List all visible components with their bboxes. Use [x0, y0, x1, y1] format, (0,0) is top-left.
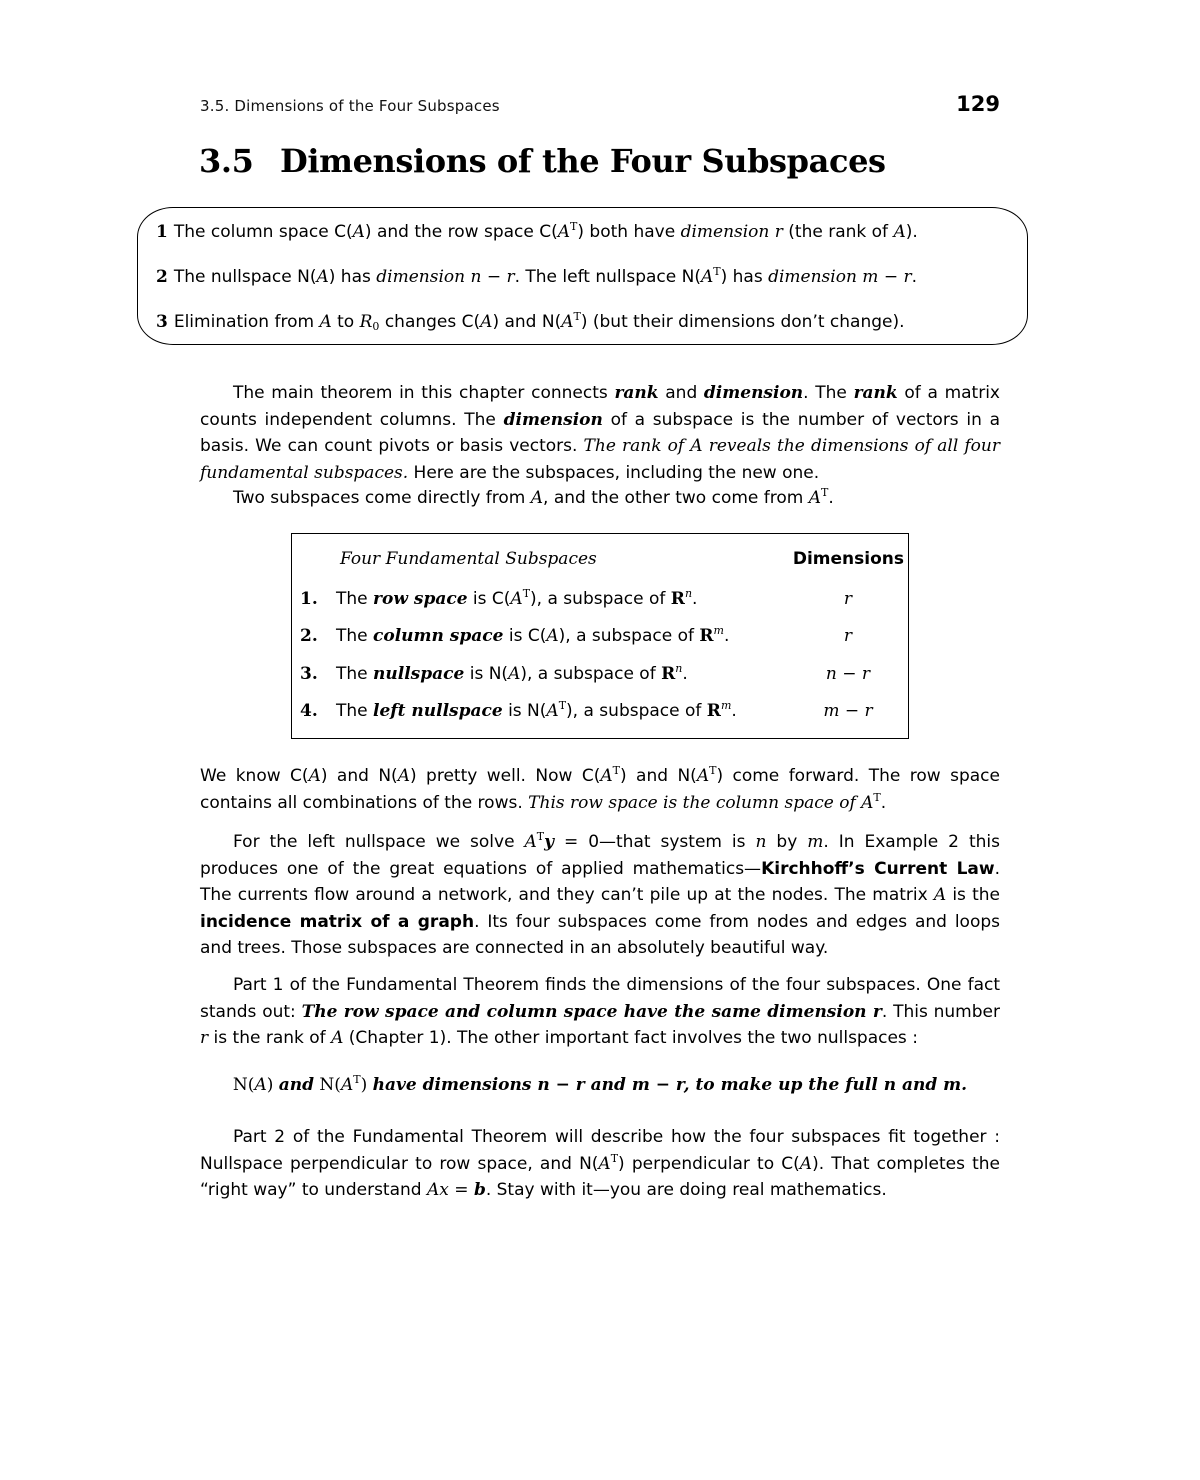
paragraph-fundamental-theorem-part2: Part 2 of the Fundamental Theorem will describe how the four subspaces fit together : Nullspace perpendicular to row space, and $N(A^T)$ perpendicular to C(A). That completes the “right way” to understand Ax = b. Stay with it—you are doing real mathematics.: [200, 1127, 1000, 1200]
section-number: 3.5: [199, 142, 254, 180]
table-dimension: r: [843, 589, 853, 609]
table-header-subspaces: Four Fundamental Subspaces: [340, 549, 597, 569]
table-dimension: r: [843, 626, 853, 646]
paragraph-left-nullspace: For the left nullspace we solve $A^Ty$ = 0—that system is n by m. In Example 2 this produces one of the great equations of applied mathematics—Kirchhoff’s Current Law. The currents flow around a network, and they can’t pile up at the nodes. The matrix A is the incidence matrix of a graph. Its four subspaces come from nodes and edges and loops and trees. Those subspaces are connected in an absolutely beautiful way.: [200, 830, 1001, 958]
table-dimension: m − r: [823, 701, 873, 721]
key-point-1: 1 The column space C(A) and the row space $C(A^T)$ both have dimension r (the rank of A).: [156, 220, 918, 242]
paragraph-fundamental-theorem-part1: Part 1 of the Fundamental Theorem finds the dimensions of the four subspaces. One fact stands out: The row space and column space have the same dimension r. This number r is the rank of A (Chapter 1). The other important fact involves the two nullspaces :: [200, 975, 1000, 1048]
section-title-text: Dimensions of the Four Subspaces: [280, 142, 886, 180]
paragraph-row-space: We know C(A) and N(A) pretty well. Now $C(A^T)$ and $N(A^T)$ come forward. The row space contains all combinations of the rows. This row space is the column space of $A^T$.: [200, 764, 1000, 813]
table-row: 2. The column space is C(A), a subspace of $R^m$.: [300, 624, 730, 646]
table-dimension: n − r: [825, 664, 871, 684]
paragraph-two-subspaces: Two subspaces come directly from A, and the other two come from $A^T$.: [233, 486, 834, 508]
paragraph-main-theorem: The main theorem in this chapter connects rank and dimension. The rank of a matrix counts independent columns. The dimension of a subspace is the number of vectors in a basis. We can count pivots or basis vectors. The rank of A reveals the dimensions of all four fundamental subspaces. Here are the subspaces, including the new one.: [200, 383, 1001, 483]
table-row: 4. The left nullspace is $N(A^T)$, a subspace of $R^m$.: [300, 699, 737, 721]
page-number: 129: [956, 92, 1000, 116]
running-head: 3.5. Dimensions of the Four Subspaces: [200, 97, 500, 115]
table-row: 1. The row space is $C(A^T)$, a subspace of $R^n$.: [300, 587, 698, 609]
section-title: [199, 142, 886, 180]
key-point-2: 2 The nullspace N(A) has dimension n − r. The left nullspace $N(A^T)$ has dimension m − r.: [156, 265, 918, 287]
key-points-box: [137, 207, 1028, 345]
table-header-dimensions: Dimensions: [792, 549, 904, 569]
key-point-3: 3 Elimination from A to $R_0$ changes C(A) and $N(A^T)$ (but their dimensions don’t change).: [156, 310, 905, 333]
display-statement: N(A) and $N(A^T)$ have dimensions n − r and m − r, to make up the full n and m.: [232, 1073, 968, 1095]
four-subspaces-table: [291, 533, 909, 739]
table-row: 3. The nullspace is N(A), a subspace of $R^n$.: [300, 662, 688, 684]
